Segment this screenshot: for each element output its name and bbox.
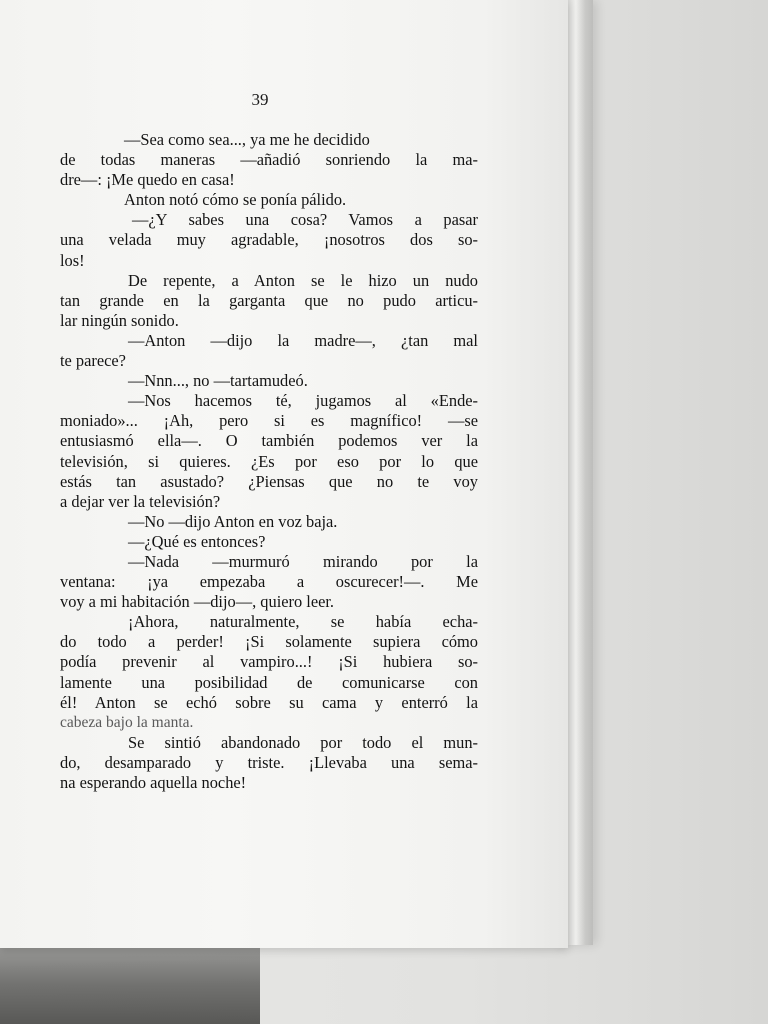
text-line: cabeza bajo la manta.: [60, 713, 194, 731]
text-line: moniado»... ¡Ah, pero si es magnífico! —se: [60, 411, 478, 431]
text-line: a dejar ver la televisión?: [60, 491, 221, 511]
text-line: él! Anton se echó sobre su cama y enterró la: [60, 692, 478, 712]
text-line: —Nos hacemos té, jugamos al «Ende-: [128, 391, 478, 411]
text-line: televisión, si quieres. ¿Es por eso por lo que: [60, 451, 478, 471]
table-shadow: [0, 935, 260, 1024]
page-number: 39: [251, 90, 269, 109]
text-line: —¿Y sabes una cosa? Vamos a pasar: [132, 210, 478, 230]
text-line: ventana: ¡ya empezaba a oscurecer!—. Me: [60, 572, 478, 592]
text-line: —No —dijo Anton en voz baja.: [128, 511, 338, 531]
text-line: podía prevenir al vampiro...! ¡Si hubiera so-: [60, 652, 478, 672]
text-line: Anton notó cómo se ponía pálido.: [124, 190, 347, 210]
text-line: na esperando aquella noche!: [60, 773, 247, 792]
text-line: —Sea como sea..., ya me he decidido: [124, 130, 370, 149]
text-line: De repente, a Anton se le hizo un nudo: [128, 270, 478, 290]
text-line: una velada muy agradable, ¡nosotros dos so-: [60, 230, 478, 250]
text-line: lamente una posibilidad de comunicarse con: [60, 672, 478, 692]
text-line: voy a mi habitación —dijo—, quiero leer.: [60, 592, 335, 612]
text-line: los!: [60, 250, 85, 270]
text-line: dre—: ¡Me quedo en casa!: [60, 170, 235, 190]
text-line: te parece?: [60, 351, 126, 371]
text-line: Se sintió abandonado por todo el mun-: [128, 732, 478, 752]
text-line: lar ningún sonido.: [60, 310, 179, 330]
text-line: ¡Ahora, naturalmente, se había echa-: [128, 612, 478, 632]
text-line: —Anton —dijo la madre—, ¿tan mal: [128, 330, 478, 350]
text-line: do todo a perder! ¡Si solamente supiera cómo: [60, 632, 478, 652]
text-line: do, desamparado y triste. ¡Llevaba una sema-: [60, 752, 478, 772]
text-line: —Nada —murmuró mirando por la: [128, 551, 478, 571]
text-line: —Nnn..., no —tartamudeó.: [128, 371, 308, 391]
text-line: de todas maneras —añadió sonriendo la ma-: [60, 150, 478, 170]
text-line: tan grande en la garganta que no pudo articu-: [60, 290, 478, 310]
text-line: estás tan asustado? ¿Piensas que no te voy: [60, 471, 478, 491]
page-text: [60, 130, 478, 793]
text-line: entusiasmó ella—. O también podemos ver la: [60, 431, 478, 451]
text-line: —¿Qué es entonces?: [128, 531, 266, 551]
